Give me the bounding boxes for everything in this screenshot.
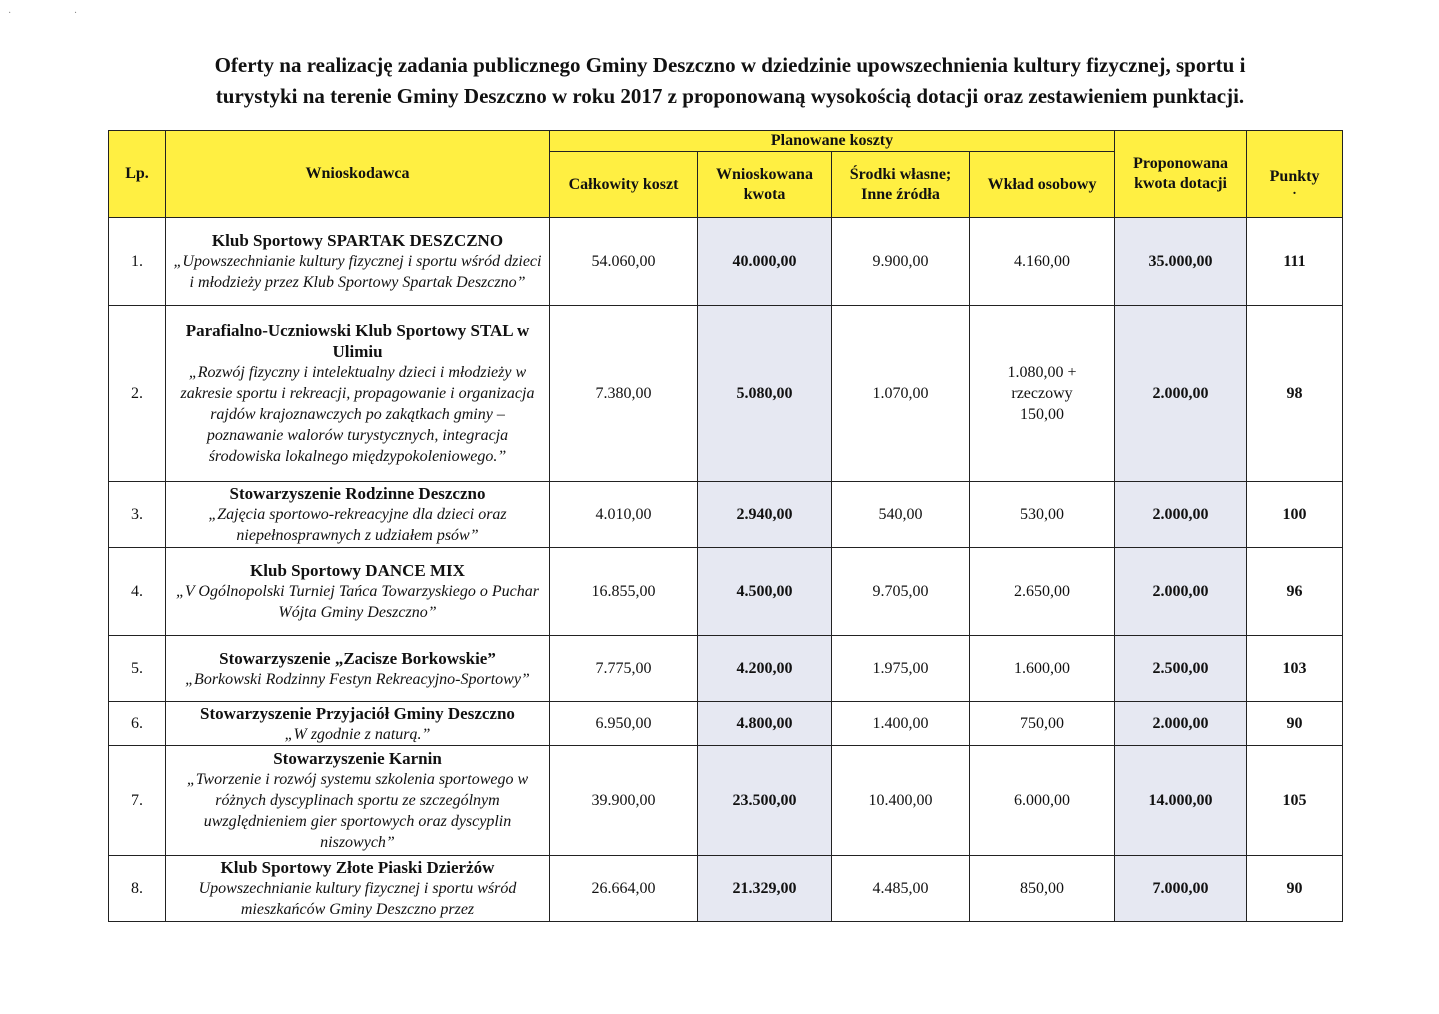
cell-lp: 7.: [109, 746, 166, 856]
title-line-2: turystyki na terenie Gminy Deszczno w roku 2017 z proponowaną wysokością dotacji oraz zestawieniem punktacji.: [215, 84, 1245, 108]
cell-points: 103: [1247, 636, 1343, 702]
header-proposed: Proponowana kwota dotacji: [1115, 131, 1247, 218]
cell-personal: 1.080,00 + rzeczowy 150,00: [970, 306, 1115, 482]
cell-own: 10.400,00: [832, 746, 970, 856]
applicant-task: „Upowszechnianie kultury fizycznej i sportu wśród dzieci i młodzieży przez Klub Sportowy Spartak Deszczno”: [173, 253, 542, 291]
cell-personal: 1.600,00: [970, 636, 1115, 702]
cell-applicant: [166, 746, 550, 856]
table-row: [109, 856, 1343, 922]
cell-own: 1.975,00: [832, 636, 970, 702]
cell-applicant: [166, 856, 550, 922]
header-total: Całkowity koszt: [550, 152, 698, 218]
header-requested: Wnioskowana kwota: [698, 152, 832, 218]
applicant-name: Parafialno-Uczniowski Klub Sportowy STAL w Ulimiu: [185, 321, 530, 361]
table-row: [109, 218, 1343, 306]
cell-applicant: [166, 636, 550, 702]
cell-lp: 3.: [109, 482, 166, 548]
applicant-task: „W zgodnie z naturą.”: [284, 725, 431, 743]
applicant-task: Upowszechnianie kultury fizycznej i sportu wśród mieszkańców Gminy Deszczno przez: [198, 880, 517, 918]
cell-proposed: 2.000,00: [1115, 482, 1247, 548]
cell-lp: 1.: [109, 218, 166, 306]
header-points-label: Punkty: [1269, 168, 1320, 185]
cell-proposed: 7.000,00: [1115, 856, 1247, 922]
cell-own: 9.900,00: [832, 218, 970, 306]
header-planned-costs: Planowane koszty: [550, 131, 1115, 152]
applicant-task: „Zajęcia sportowo-rekreacyjne dla dzieci oraz niepełnosprawnych z udziałem psów”: [208, 506, 507, 544]
applicant-task: „Rozwój fizyczny i intelektualny dzieci i młodzieży w zakresie sportu i rekreacji, propagowanie i organizacja rajdów krajoznawczych po zakątkach gminy – poznawanie walorów turystycznych, integracja środowiska lokalnego międzypokoleniowego.”: [180, 364, 535, 465]
cell-points: 100: [1247, 482, 1343, 548]
cell-own: 540,00: [832, 482, 970, 548]
cell-total: 7.775,00: [550, 636, 698, 702]
applicant-name: Stowarzyszenie Przyjaciół Gminy Deszczno: [200, 703, 515, 723]
cell-lp: 5.: [109, 636, 166, 702]
cell-total: 6.950,00: [550, 702, 698, 746]
cell-own: 9.705,00: [832, 548, 970, 636]
table-row: [109, 702, 1343, 746]
cell-total: 26.664,00: [550, 856, 698, 922]
header-points-dot: .: [1292, 183, 1297, 198]
applicant-name: Klub Sportowy SPARTAK DESZCZNO: [211, 231, 504, 250]
cell-own: 1.400,00: [832, 702, 970, 746]
cell-requested: 5.080,00: [698, 306, 832, 482]
cell-total: 7.380,00: [550, 306, 698, 482]
table-row: [109, 548, 1343, 636]
table-row: [109, 636, 1343, 702]
cell-requested: 4.200,00: [698, 636, 832, 702]
applicant-name: Klub Sportowy DANCE MIX: [250, 561, 465, 580]
cell-points: 90: [1247, 702, 1343, 746]
cell-proposed: 35.000,00: [1115, 218, 1247, 306]
table-row: [109, 306, 1343, 482]
table-row: [109, 746, 1343, 856]
header-lp: Lp.: [109, 131, 166, 218]
cell-personal: 4.160,00: [970, 218, 1115, 306]
header-row-1: [109, 131, 1343, 152]
applicant-name: Stowarzyszenie „Zacisze Borkowskie”: [219, 648, 496, 668]
header-points: [1247, 131, 1343, 218]
applicant-task: „V Ogólnopolski Turniej Tańca Towarzyskiego o Puchar Wójta Gminy Deszczno”: [176, 583, 539, 621]
cell-requested: 40.000,00: [698, 218, 832, 306]
cell-points: 96: [1247, 548, 1343, 636]
cell-lp: 6.: [109, 702, 166, 746]
cell-personal: 6.000,00: [970, 746, 1115, 856]
cell-total: 4.010,00: [550, 482, 698, 548]
scan-specks: · ·: [8, 8, 108, 19]
cell-points: 111: [1247, 218, 1343, 306]
cell-applicant: [166, 548, 550, 636]
applicant-task: „Tworzenie i rozwój systemu szkolenia sportowego w różnych dyscyplinach sportu ze szczególnym uwzględnieniem gier sportowych oraz dyscyplin niszowych”: [186, 771, 529, 851]
cell-proposed: 2.000,00: [1115, 548, 1247, 636]
cell-personal: 530,00: [970, 482, 1115, 548]
cell-requested: 2.940,00: [698, 482, 832, 548]
cell-requested: 4.500,00: [698, 548, 832, 636]
cell-points: 98: [1247, 306, 1343, 482]
cell-proposed: 2.500,00: [1115, 636, 1247, 702]
cell-proposed: 2.000,00: [1115, 702, 1247, 746]
cell-applicant: [166, 482, 550, 548]
header-own: Środki własne; Inne źródła: [832, 152, 970, 218]
cell-personal: 850,00: [970, 856, 1115, 922]
applicant-name: Stowarzyszenie Rodzinne Deszczno: [229, 484, 486, 503]
applicant-name: Stowarzyszenie Karnin: [273, 749, 442, 768]
applicant-task: „Borkowski Rodzinny Festyn Rekreacyjno-Sportowy”: [185, 670, 530, 688]
cell-requested: 21.329,00: [698, 856, 832, 922]
header-applicant: Wnioskodawca: [166, 131, 550, 218]
cell-own: 4.485,00: [832, 856, 970, 922]
offers-table: [108, 130, 1343, 922]
cell-proposed: 2.000,00: [1115, 306, 1247, 482]
cell-applicant: [166, 306, 550, 482]
title-line-1: Oferty na realizację zadania publicznego Gminy Deszczno w dziedzinie upowszechnienia kultury fizycznej, sportu i: [214, 53, 1246, 77]
cell-applicant: [166, 218, 550, 306]
cell-personal: 750,00: [970, 702, 1115, 746]
header-personal: Wkład osobowy: [970, 152, 1115, 218]
cell-proposed: 14.000,00: [1115, 746, 1247, 856]
cell-applicant: [166, 702, 550, 746]
cell-lp: 4.: [109, 548, 166, 636]
cell-lp: 2.: [109, 306, 166, 482]
cell-total: 16.855,00: [550, 548, 698, 636]
cell-points: 90: [1247, 856, 1343, 922]
cell-total: 54.060,00: [550, 218, 698, 306]
cell-requested: 23.500,00: [698, 746, 832, 856]
applicant-name: Klub Sportowy Złote Piaski Dzierżów: [220, 858, 495, 877]
table-row: [109, 482, 1343, 548]
cell-total: 39.900,00: [550, 746, 698, 856]
cell-own: 1.070,00: [832, 306, 970, 482]
cell-lp: 8.: [109, 856, 166, 922]
cell-points: 105: [1247, 746, 1343, 856]
page-title: [100, 50, 1360, 112]
cell-personal: 2.650,00: [970, 548, 1115, 636]
cell-requested: 4.800,00: [698, 702, 832, 746]
